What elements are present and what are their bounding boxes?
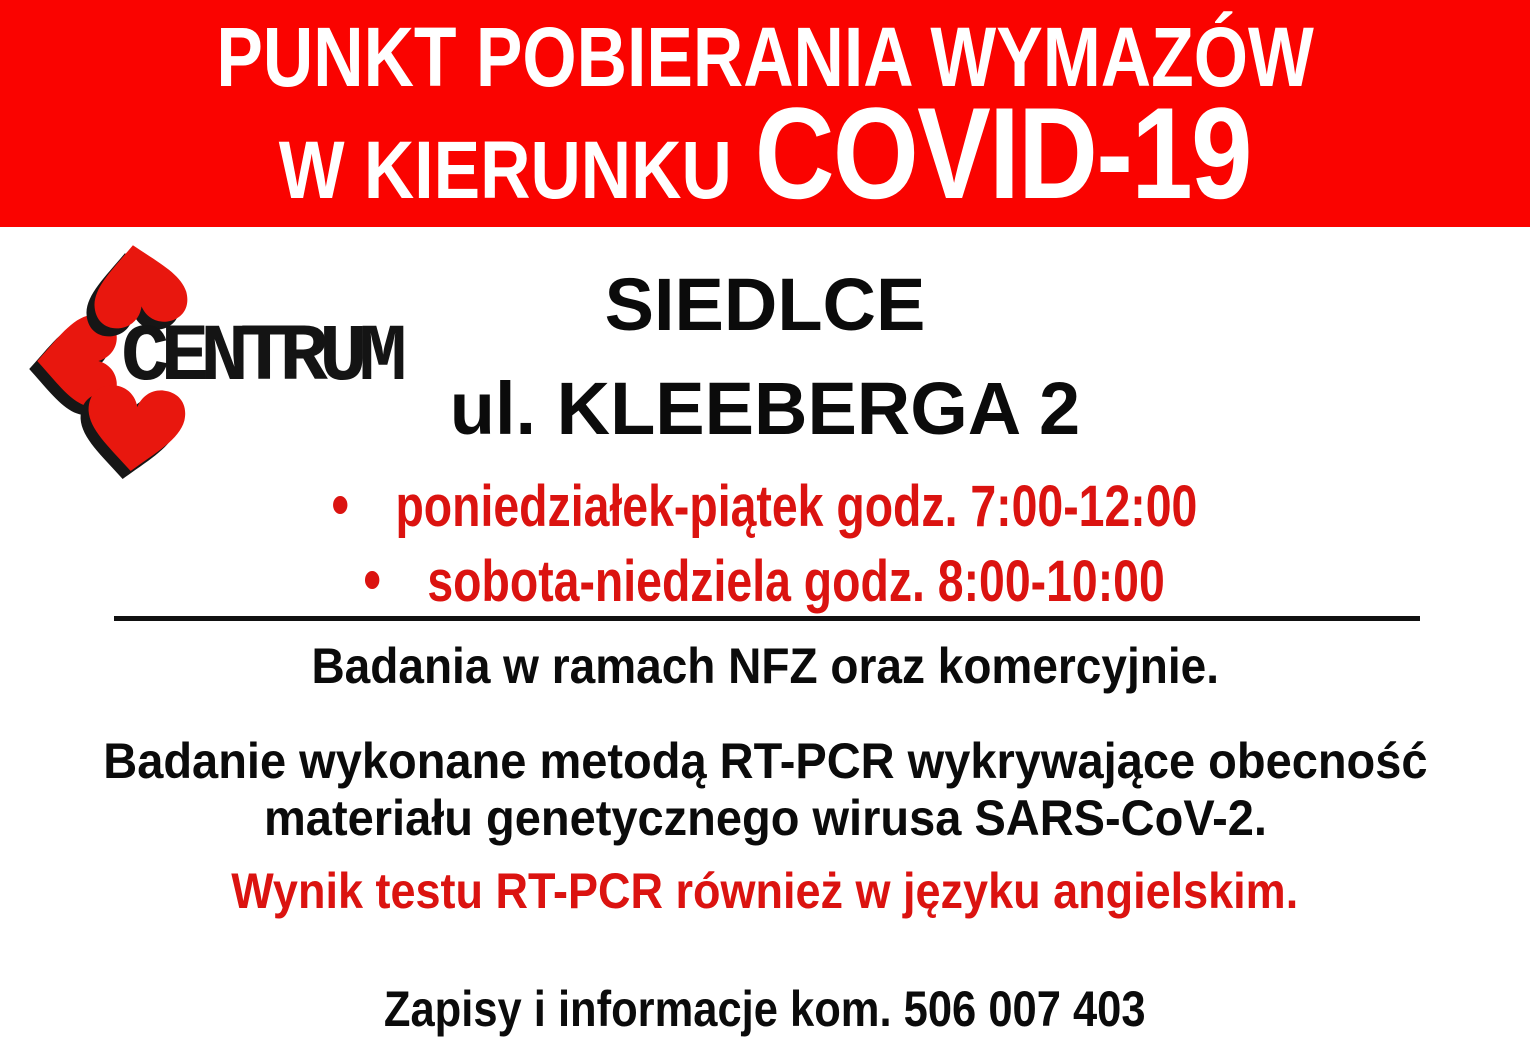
nfz-info xyxy=(0,638,1530,694)
english-result-note-text: Wynik testu RT-PCR również w języku angielskim. xyxy=(231,863,1299,919)
opening-hours-weekdays xyxy=(0,474,1530,539)
method-info-line1-text: Badanie wykonane metodą RT-PCR wykrywające obecność xyxy=(102,733,1428,789)
banner-title-line1-text: PUNKT POBIERANIA WYMAZÓW xyxy=(216,10,1314,104)
city-name-text: SIEDLCE xyxy=(604,263,926,346)
contact-info-text: Zapisy i informacje kom. 506 007 403 xyxy=(384,981,1146,1037)
method-info-line2 xyxy=(0,790,1530,846)
banner xyxy=(0,0,1530,227)
street-address xyxy=(0,367,1530,450)
banner-covid-text: COVID-19 xyxy=(754,80,1252,226)
english-result-note xyxy=(0,863,1530,919)
bullet-icon xyxy=(365,571,379,589)
opening-hours-weekdays-text: poniedziałek-piątek godz. 7:00-12:00 xyxy=(395,474,1198,539)
banner-direction-text: W KIERUNKU xyxy=(278,125,732,216)
banner-title-line2-row xyxy=(278,80,1252,226)
opening-hours-weekend-text: sobota-niedziela godz. 8:00-10:00 xyxy=(427,549,1165,614)
opening-hours-weekend xyxy=(0,549,1530,614)
method-info-line2-text: materiału genetycznego wirusa SARS-CoV-2. xyxy=(263,790,1267,846)
bullet-icon xyxy=(333,496,347,514)
centrum-logo-text: CENTRUM xyxy=(121,313,399,404)
nfz-info-text: Badania w ramach NFZ oraz komercyjnie. xyxy=(311,638,1219,694)
street-address-text: ul. KLEEBERGA 2 xyxy=(449,367,1081,450)
opening-hours-row xyxy=(333,474,1198,539)
method-info-line1 xyxy=(0,733,1530,789)
divider-rule xyxy=(114,616,1420,621)
banner-title-line2 xyxy=(0,80,1530,226)
opening-hours-row xyxy=(365,549,1165,614)
contact-info xyxy=(0,981,1530,1037)
city-name xyxy=(0,263,1530,346)
